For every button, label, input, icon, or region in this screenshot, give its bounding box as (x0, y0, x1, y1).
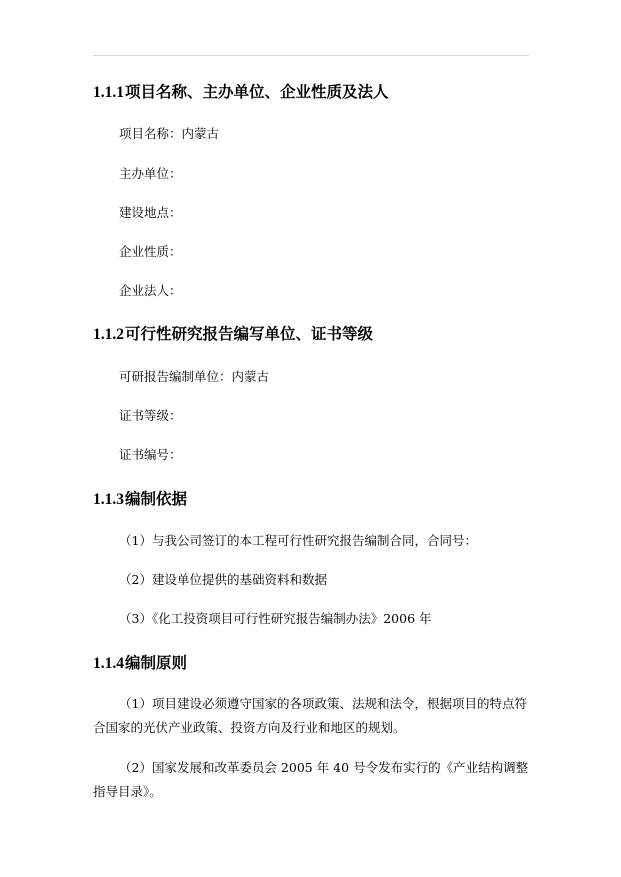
section-title: 项目名称、主办单位、企业性质及法人 (125, 82, 389, 101)
field-sponsor: 主办单位： (119, 166, 182, 181)
section-heading-1-1-2 (93, 324, 373, 345)
basis-item: （3）《化工投资项目可行性研究报告编制办法》2006 年 (119, 611, 432, 626)
principle-paragraph: （1）项目建设必须遵守国家的各项政策、法规和法令，根据项目的特点符合国家的光伏产业政策、投资方向及行业和地区的规划。 (93, 696, 527, 735)
field-project-name: 项目名称：内蒙古 (119, 126, 220, 141)
basis-item: （2）建设单位提供的基础资料和数据 (119, 572, 327, 587)
field-enterprise-type: 企业性质： (119, 244, 182, 259)
section-number: 1.1.4 (93, 655, 124, 672)
field-location: 建设地点： (119, 205, 182, 220)
basis-item: （1）与我公司签订的本工程可行性研究报告编制合同，合同号： (119, 533, 477, 548)
section-number: 1.1.1 (93, 84, 124, 101)
section-title: 编制依据 (125, 489, 188, 508)
section-title: 可行性研究报告编写单位、证书等级 (125, 324, 374, 343)
section-number: 1.1.3 (93, 491, 124, 508)
page-top-rule (93, 55, 529, 56)
section-heading-1-1-1 (93, 82, 389, 103)
section-heading-1-1-3 (93, 489, 187, 510)
section-number: 1.1.2 (93, 326, 124, 343)
field-certificate-grade: 证书等级： (119, 408, 182, 423)
field-legal-person: 企业法人： (119, 283, 182, 298)
section-heading-1-1-4 (93, 653, 187, 674)
field-report-compiler: 可研报告编制单位：内蒙古 (119, 369, 270, 384)
field-certificate-number: 证书编号： (119, 447, 182, 462)
section-title: 编制原则 (125, 653, 188, 672)
principle-paragraph: （2）国家发展和改革委员会 2005 年 40 号令发布实行的《产业结构调整指导目录》。 (93, 760, 529, 799)
